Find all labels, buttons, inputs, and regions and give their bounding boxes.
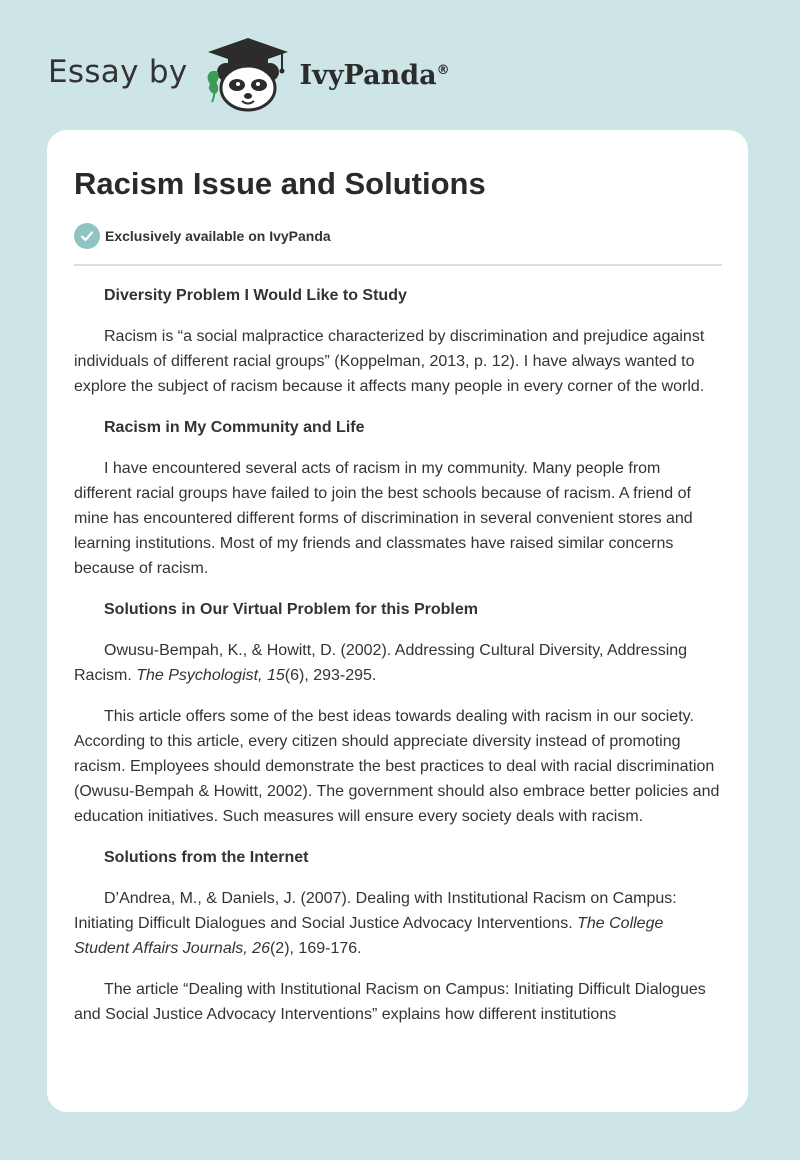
paragraph: The article “Dealing with Institutional Racism on Campus: Initiating Difficult Dialogues and Social Justice Advocacy Interventions” explains how different institutions: [74, 981, 706, 1023]
panda-logo-icon: [202, 36, 294, 112]
exclusive-badge: [74, 222, 722, 250]
reference: D’Andrea, M., & Daniels, J. (2007). Dealing with Institutional Racism on Campus: Initiating Difficult Dialogues and Social Justice Advocacy Interventions. The College Student Affairs Journals, 26(2), 169-176.: [74, 890, 677, 957]
paragraph: This article offers some of the best ideas towards dealing with racism in our society. According to this article, every citizen should appreciate diversity instead of promoting racism. Employees should demonstrate the best practices to deal with racial discrimination (Owusu-Bempah & Howitt, 2002). The government should also embrace better policies and education initiatives. Such measures will ensure every society deals with racism.: [74, 708, 720, 825]
essay-card: [47, 130, 748, 1112]
section-heading: Diversity Problem I Would Like to Study: [104, 287, 407, 304]
section-heading: Solutions in Our Virtual Problem for this Problem: [104, 601, 478, 618]
brand-name: IvyPanda®: [299, 59, 450, 91]
paragraph: I have encountered several acts of racism in my community. Many people from different racial groups have failed to join the best schools because of racism. A friend of mine has encountered different forms of discrimination in several convenient stores and learning institutions. Most of my friends and classmates have raised similar concerns because of racism.: [74, 460, 693, 577]
divider: [74, 264, 722, 266]
section-heading: Solutions from the Internet: [104, 849, 309, 866]
brand-header: [48, 36, 450, 112]
brand-prefix: Essay by: [48, 54, 188, 90]
essay-body: [74, 283, 722, 1027]
paragraph: Racism is “a social malpractice characterized by discrimination and prejudice against individuals of different racial groups” (Koppelman, 2013, p. 12). I have always wanted to explore the subject of racism because it affects many people in every corner of the world.: [74, 328, 705, 395]
checkmark-icon: [74, 223, 100, 249]
exclusive-label: Exclusively available on IvyPanda: [105, 228, 331, 244]
section-heading: Racism in My Community and Life: [104, 419, 365, 436]
page-title: Racism Issue and Solutions: [74, 166, 486, 201]
reference: Owusu-Bempah, K., & Howitt, D. (2002). Addressing Cultural Diversity, Addressing Racism. The Psychologist, 15(6), 293-295.: [74, 642, 688, 684]
